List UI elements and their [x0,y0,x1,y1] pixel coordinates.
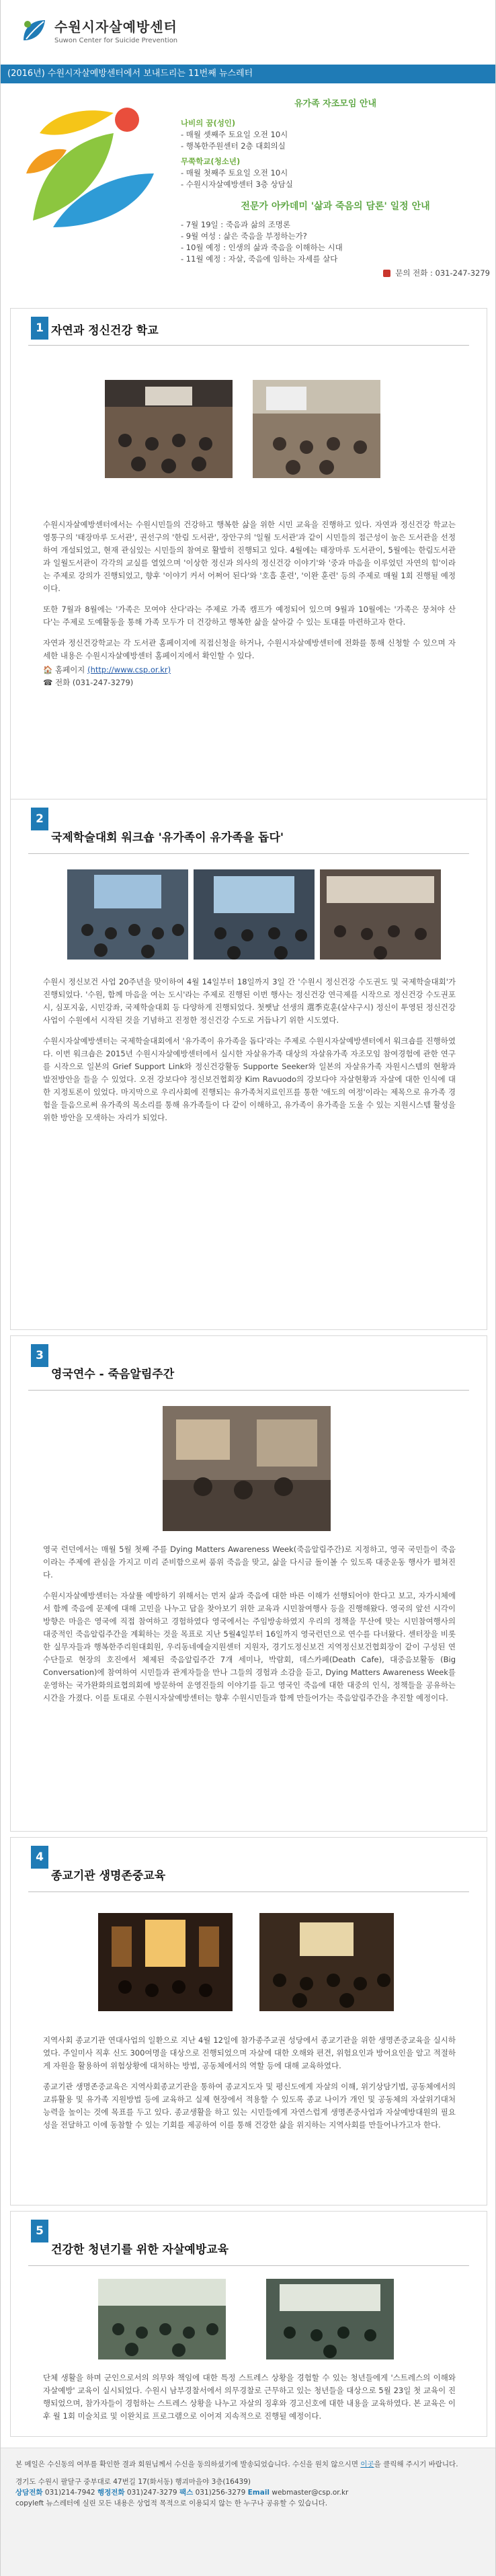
paragraph: 단체 생활을 하며 군인으로서의 의무와 책임에 대한 특정 스트레스 상황을 경험할 수 있는 청년들에게 '스트레스의 이해와 자살예방' 교육이 실시되었다. 수원시 남부경찰서에서 의무경찰로 근무하고 있는 청년들을 대상으로 5월 23일 첫 교육이 진행되었으며, 참가자들이 경험하는 스트레스 상황을 나누고 자살의 징후와 경고신호에 대한 내용을 교육하였다. 본 교육은 이후 월 1회 미술치료 및 이완치료 프로그램으로 이어져 지속적으로 진행될 예정이다. [43,2373,456,2421]
consent-text: 본 메일은 수신동의 여부를 확인한 결과 회원님께서 수신을 동의하셨기에 발송되었습니다. 수신을 원치 않으시면 [15,2460,361,2468]
org-logo[interactable] [18,15,177,46]
phone-icon: ☎ [43,678,53,687]
admin-number: 031)247-3279 [126,2489,177,2497]
police-training-photo [98,2279,226,2359]
leaf-logo-icon [18,15,49,46]
info-panel [181,94,490,279]
article-2 [10,799,487,1330]
phone-icon [383,270,390,277]
schedule-item: - 9월 여성 : 삶은 죽음을 부정하는가? [181,231,307,241]
divider [28,345,469,346]
schedule-item: - 11월 예정 : 자살, 죽음에 임하는 자세를 살다 [181,254,338,264]
article-number: 5 [31,2220,48,2242]
consent-text-end: 을 클릭해 주시기 바랍니다. [374,2460,458,2468]
group-name: 무쭉학교(청소년) [181,157,241,166]
article-number: 1 [31,317,48,340]
fax-number: 031)256-3279 [195,2489,246,2497]
paragraph: 수원시자살예방센터는 국제학술대회에서 '유가족이 유가족을 돕다'라는 주제로 수원시자살예방센터에서 워크숍를 진행하였다. 이번 워크숍은 2015년 수원시자살예방센터에서 실시한 자살유가족 대상의 자살유가족 자조모임 참여경험에 관한 연구를 시작으로 일본의 Grief Support Link와 정신건강활동 Supporte Seeker와 일본의 자살유가족 자원시스템의 현황과 발전방안을 들을 수 있었다. 오전 강보다야 정신보건협회장 Kim Ravuodo의 강보다야 자살현황과 자살에 대한 인식에 대한 지정토론이 있었다. 마지막으로 우리사회에 진행되는 유가족처지료인프를 통한 '애도의 여정'이라는 제목으로 유가족 경험을 들음으로써 유가족의 목소리를 통해 유가족들이 다 같이 이해하고, 유가족이 유가족을 도울 수 있는 지원시스템 활성을 위한 방안을 모색하는 자리가 되었다. [43,1036,456,1122]
workshop-photo [67,869,188,960]
consent-notice [15,2459,481,2470]
article-title: 건강한 청년기를 위한 자살예방교육 [51,2243,229,2257]
group-detail: - 행복한주원센터 2층 대회의실 [181,141,286,151]
article-body [43,518,456,689]
article-title: 자연과 정신건강 학교 [51,324,159,338]
email-label: Email [247,2489,270,2497]
article-3 [10,1335,487,1832]
church-photo [98,1913,233,2011]
article-number: 2 [31,808,48,830]
homepage-label: 홈페이지 [54,665,85,674]
hero-illustration [13,93,167,245]
group-name: 나비의 꿈(성인) [181,118,236,128]
issue-banner: (2016년) 수원시자살예방센터에서 보내드리는 11번째 뉴스레터 [1,65,495,83]
selfhelp-title: 유가족 자조모임 안내 [294,99,377,109]
group-detail: - 매월 셋째주 토요일 오전 10시 [181,130,288,139]
paragraph: 또한 7월과 8월에는 '가족은 모여야 산다'라는 주제로 가족 캠프가 예정되어 있으며 9월과 10월에는 '가족은 뭉쳐야 산다'는 주제로 도예활동을 통해 가족 모두가 더 건강하고 행복한 삶을 살아갈 수 있는 토대를 마련하고자 한다. [43,604,456,627]
article-title: 영국연수 - 죽음알림주간 [51,1368,175,1381]
article-body [43,1543,456,1713]
divider [28,1891,469,1892]
uk-training-photo [163,1406,331,1531]
homepage-line [43,664,456,676]
phone-line [43,676,456,689]
phone-number: (031-247-3279) [72,678,134,687]
article-1 [10,308,487,808]
article-body [43,976,456,1132]
copyright: copyleft 뉴스레터에 실린 모든 내용은 상업적 목적으로 이용되지 않는 한 누구나 공유할 수 있습니다. [15,2499,328,2507]
org-name-ko: 수원시자살예방센터 [54,19,177,35]
article-4 [10,1837,487,2206]
divider [28,853,469,854]
article-body [43,2372,456,2431]
paragraph: 지역사회 종교기관 연대사업의 일환으로 지난 4월 12일에 참가종주교권 성당에서 종교기관을 위한 생명존중교육을 실시하였다. 주일미사 직후 신도 300여명을 대상으로 진행되었으며 자살에 대한 오해와 편견, 위험요인과 방어요인을 알고 적절하게 자원을 활용하여 위험상황에 대처하는 방법, 공동체에서의 역할 등에 대해 교육하였다. [43,2035,456,2070]
paragraph: 수원시자살예방센터는 자살률 예방하기 위해서는 먼저 삶과 죽음에 대한 바른 이해가 선행되어야 한다고 보고, 자가시체에서 함께 죽음에 문제에 대해 고민을 나누고 답을 찾아보기 위한 교육과 시민참여행사 등을 진행해왔다. 영국의 앞선 시각이 방향은 마을은 영국에 직접 참여하고 경험하였다 영국에서는 주임방송하였지 우리의 정책을 무산에 맞는 시민참여행사의 대중적인 죽음알림주간을 계획하는 것을 목표로 지난 5월4일부터 16일까지 영국런던으로 연수를 다녀왔다. 센터장을 비롯한 실무자들과 행복한주리원대회원, 우리동네예술지원센터 지원자, 경기도정신보건 지역정신보건협회장이 같이 구성된 연수단들로 현장의 호진에서 체제된 죽음알림주간 7개 세미나, 박람회, 데스카페(Death Cafe), 대중음보활동 (Big Conversation)에 참여하여 시민들과 관계자들을 만나 그들의 경험과 소감을 듣고, Dying Matters Awareness Week를 운영하는 국가완화의료협의회에 방문하여 운영진들의 이야기를 듣고 영국인 죽음에 대한 대중의 인식, 정책들을 공유하는 시간을 가졌다. 이를 토대로 수원시자살예방센터는 향후 수원시민들과 함께 만들어가는 죽음알림주간을 추진할 예정이다. [43,1591,456,1703]
police-training-photo [266,2279,394,2359]
group-detail: - 매월 첫째주 토요일 오전 10시 [181,168,288,178]
article-title: 종교기관 생명존중교육 [51,1869,166,1883]
article-number: 4 [31,1846,48,1869]
church-photo [259,1913,394,2011]
article-5 [10,2211,487,2437]
fax-label: 팩스 [179,2489,194,2497]
homepage-link[interactable]: (http://www.csp.or.kr) [87,665,171,674]
address: 경기도 수원시 팔달구 중부대로 47번길 17(화서동) 행괴마을야 3층(16439) [15,2478,251,2486]
footer [1,2448,495,2576]
tel-label: 상담전화 [15,2489,43,2497]
lecture-photo [105,380,233,478]
paragraph: 수원시자살예방센터에서는 수원시민들의 건강하고 행복한 삶을 위한 시민 교육을 진행하고 있다. 자연과 정신건강 학교는 영통구의 '태장마루 도서관', 권선구의 '한림 도서관', 장안구의 '일월 도서관'과 같이 시민들의 접근성이 높은 도서관을 선정하여 개설되었고, 현재 관심있는 시민들의 참여로 활발히 진행되고 있다. 4월에는 태장마루 도서관이, 5월에는 한림도서관과 일월도서관이 각각의 교실를 열었으며 '이상한 정신과 의사의 정신건강 이야기'와 '중과 마음을 이루었던 자연의 힘'이라는 주제로 강의가 진행되었고, 향후 '이야기 커서 어쩌어 된다'와 '호흡 훈련', '이완 훈련' 등의 주제로 매월 1회 진행될 예정이다. [43,520,456,593]
phone-label: 전화 [54,678,71,687]
workshop-photo [320,869,441,960]
paragraph: 수원시 정신보건 사업 20주년을 맞이하여 4월 14일부터 18일까지 3일 간 '수원시 정신건강 수도권도 및 국제학술대회'가 진행되었다. '수원, 함께 마음을 여는 도시'라는 주제로 진행된 이번 행사는 정신건강 연극제를 시작으로 정신건강 수도권포시, 심포지움, 시민강좌, 국제학술대회 등 다양하게 진행되었다. 첫쨋날 선생의 選季克훈(살샤구시) 정신이 투영된 정신건강 사업이 수원에서 시작된 것을 기념하고 진정한 정신건강 수도로 거듭나기 위한 시도였다. [43,977,456,1025]
org-name-en: Suwon Center for Suicide Prevention [54,37,178,44]
schedule-item: - 10월 예정 : 인생의 삶과 죽음을 이해하는 시대 [181,243,343,252]
unsubscribe-link[interactable]: 이곳 [360,2460,374,2468]
contact-numbers [15,2487,481,2498]
schedule-item: - 7월 19일 : 죽음과 삶의 조명론 [181,220,290,229]
academy-title: 전문가 아카데미 '삶과 죽음의 담론' 일정 안내 [241,201,430,212]
email-address[interactable]: webmaster@csp.or.kr [272,2489,349,2497]
admin-label: 행정전화 [97,2489,125,2497]
divider [28,2265,469,2266]
article-number: 3 [31,1344,48,1367]
paragraph: 영국 런던에서는 매월 5월 첫째 주를 Dying Matters Awareness Week(죽음알림주간)로 지정하고, 영국 국민들이 죽음이라는 주제에 관심을 가지고 미리 준비함으로써 품위 죽음을 맞고, 삶을 다시금 돌이볼 수 있도록 대중운동 행사가 펼쳐진다. [43,1545,456,1579]
group-detail: - 수원시자살예방센터 3층 상담실 [181,180,293,189]
article-body [43,2034,456,2140]
divider [28,1390,469,1391]
home-icon: 🏠 [43,665,53,674]
article-title: 국제학술대회 워크숍 '유가족이 유가족을 돕다' [51,831,284,845]
lecture-photo [253,380,380,478]
paragraph: 자연과 정신건강학교는 각 도서관 홈페이지에 직접신청을 하거나, 수원시자살예방센터에 전화를 통해 신청할 수 있으며 자세한 내용은 수원시자살예방센터 홈페이지에서 확인할 수 있다. [43,638,456,660]
contact-line [181,268,490,279]
paragraph: 종교기관 생명존중교육은 지역사회종교기관을 통하여 종교지도자 및 평신도에게 자살의 이해, 위기상담기법, 공동체에서의 교류활용 및 유가족 지원방법 등에 교육하고 실제 현장에서 적용할 수 있도록 종교 나이가 개인 및 공동체의 자살위기대처 능력을 높이는 것에 목표를 두고 있다. 종교생활을 하고 있는 시민들에게 자연스럽게 생명존중사업과 자살예방대원의 필요성을 전달하고 이에 동참할 수 있는 기회를 제공하여 이를 통해 건강한 삶을 위지하는 지역사회를 만들어나가고자 한다. [43,2082,456,2130]
contact-text: 문의 전화 : 031-247-3279 [395,268,490,278]
tel-number: 031)214-7942 [44,2489,95,2497]
workshop-photo [194,869,315,960]
